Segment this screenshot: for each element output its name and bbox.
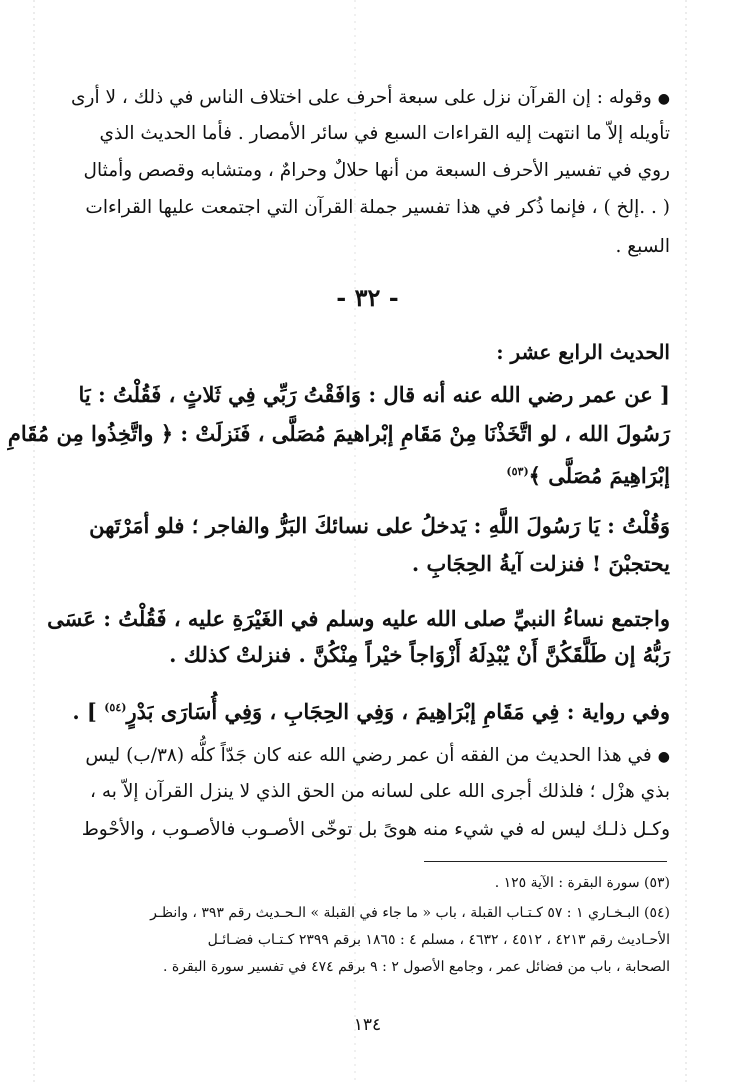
footnote-53: (٥٣) سورة البقرة : الآية ١٢٥ . [494, 875, 670, 891]
intro-line-4: ( . .إلخ ) ، فإنما ذُكر في هذا تفسير جملة القرآن التي اجتمعت عليها القراءات [85, 197, 670, 218]
page-number: ١٣٤ [353, 1015, 382, 1035]
bullet-icon: ● [657, 91, 670, 107]
footnote-ref-54: (٥٤) [104, 701, 127, 714]
footnote-54-line-1: (٥٤) البـخـاري ١ : ٥٧ كـتـاب القبلة ، باب « ما جاء في القبلة » الـحـديث رقم ٣٩٣ ، وانظـر [150, 905, 670, 921]
intro-line-3: روي في تفسير الأحرف السبعة من أنها حلالٌ وحرامٌ ، ومتشابه وقصص وأمثال [83, 160, 670, 181]
hadith-heading: الحديث الرابع عشر : [496, 340, 670, 364]
commentary-line-3: وكـل ذلـك ليس له في شيء منه هوىً بل توخّى الأصـوب فالأصـوب ، والأحْوط [81, 819, 670, 840]
hadith-p3-line-2: رَبُّهُ إن طَلَّقَكُنَّ أَنْ يُبْدِلَهُ أَزْوَاجاً خيْراً مِنْكُنَّ . فنزلتْ كذلك . [169, 642, 670, 667]
intro-line-1: ●وقوله : إن القرآن نزل على سبعة أحرف على اختلاف الناس في ذلك ، لا أرى [71, 87, 670, 108]
footnote-ref-53: (٥٣) [506, 465, 529, 478]
hadith-p1-line-1: [ عن عمر رضي الله عنه أنه قال : وَافَقْتُ رَبِّي فِي ثَلاثٍ ، فَقُلْتُ : يَا [78, 382, 670, 407]
commentary-line-1: ●في هذا الحديث من الفقه أن عمر رضي الله عنه كان جَدّاً كلُّه (٣٨/ب) ليس [85, 745, 670, 766]
hadith-p3-line-1: واجتمع نساءُ النبيِّ صلى الله عليه وسلم في الغَيْرَةِ عليه ، فَقُلْتُ : عَسَى [47, 606, 670, 631]
hadith-p1-line-3: إبْرَاهِيمَ مُصَلَّى ﴾$^{(٥٣)}$ [506, 463, 670, 488]
footnote-54-line-2: الأحـاديث رقم ٤٢١٣ ، ٤٥١٢ ، ٤٦٣٢ ، مسلم ٤ : ١٨٦٥ برقم ٢٣٩٩ كـتـاب فضـائـل [207, 932, 670, 948]
commentary-line-2: بذي هزْل ؛ فلذلك أجرى الله على لسانه من الحق الذي لا ينزل القرآن إلاّ به ، [90, 781, 670, 802]
footnote-54-line-3: الصحابة ، باب من فضائل عمر ، وجامع الأصول ٢ : ٩ برقم ٤٧٤ في تفسير سورة البقرة . [163, 959, 670, 975]
section-number: - ٣٢ - [336, 283, 399, 312]
intro-line-5: السبع . [615, 236, 670, 257]
hadith-p2-line-1: وَقُلْتُ : يَا رَسُولَ اللَّهِ : يَدخلُ على نسائكَ البَرُّ والفاجر ؛ فلو أمَرْتَهن [89, 513, 670, 538]
bullet-icon: ● [657, 749, 670, 765]
hadith-p1-line-2: رَسُولَ الله ، لو اتَّخَذْنَا مِنْ مَقَامِ إبْراهيمَ مُصَلَّى ، فَنَزلَتْ : ﴿ واتَّخِذُوا مِن مُقَامِ [7, 421, 670, 446]
hadith-p4-line: وفي رواية : فِي مَقَامِ إبْرَاهِيمَ ، وَفِي الحِجَابِ ، وَفِي أُسَارَى بَدْرٍ$^{(٥٤)}$ ] . [72, 699, 670, 724]
hadith-p2-line-2: يحتجبْنَ ! فنزلت آيةُ الحِجَابِ . [411, 551, 670, 576]
intro-line-2: تأويله إلاّ ما انتهت إليه القراءات السبع في سائر الأمصار . فأما الحديث الذي [99, 123, 670, 144]
footnote-divider [424, 861, 667, 862]
